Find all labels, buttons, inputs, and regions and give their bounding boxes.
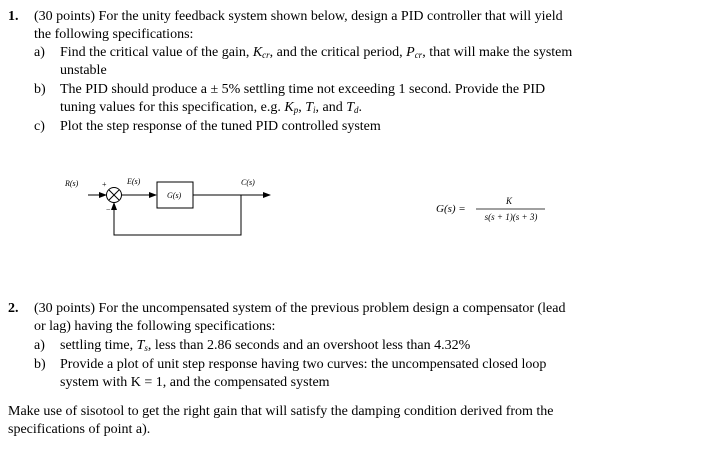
c-label: C(s) [241,178,255,187]
problem1-number: 1. [8,9,19,24]
problem1-a-line2: unstable [60,63,107,78]
problem2-header-line1: (30 points) For the uncompensated system of the previous problem design a compensator (lead [34,301,566,316]
problem1-header-line2: the following specifications: [34,27,194,42]
plus-sign: + [102,180,107,189]
footer-line1: Make use of sisotool to get the right gain that will satisfy the damping condition derived from the [8,404,554,419]
summing-junction [107,188,122,203]
problem1-header-line1: (30 points) For the unity feedback system shown below, design a PID controller that will yield [34,9,563,24]
problem1-a-line1: Find the critical value of the gain, $K_{cr}$, and the critical period, $P_{cr}$, that will make the system [60,45,573,60]
problem2-a-label: a) [34,338,45,353]
problem1-c-line1: Plot the step response of the tuned PID controlled system [60,119,381,134]
problem2-b-label: b) [34,357,46,372]
problem2-number: 2. [8,301,19,316]
e-label: E(s) [127,177,141,186]
problem2-b-line1: Provide a plot of unit step response having two curves: the uncompensated closed loop [60,357,547,372]
footer-line2: specifications of point a). [8,422,151,437]
problem1-b-line1: The PID should produce a ± 5% settling time not exceeding 1 second. Provide the PID [60,82,546,97]
block-label: G(s) [167,191,182,200]
problem2-header-line2: or lag) having the following specifications: [34,319,276,334]
problem2-a-line1: settling time, $T_s$, less than 2.86 seconds and an overshoot less than 4.32% [60,338,471,353]
tf-denominator: s(s + 1)(s + 3) [484,212,538,222]
problem2-b-line2: system with K = 1, and the compensated system [60,375,330,390]
problem1-a-label: a) [34,45,45,60]
tf-numerator: K [505,196,513,206]
problem1-c-label: c) [34,119,45,134]
r-label: R(s) [65,179,79,188]
minus-sign: − [106,205,111,214]
problem1-b-label: b) [34,82,46,97]
tf-lhs: G(s) = [436,203,466,215]
problem1-b-line2: tuning values for this specification, e.g. $K_p$, $T_i$, and $T_d$. [60,100,363,115]
